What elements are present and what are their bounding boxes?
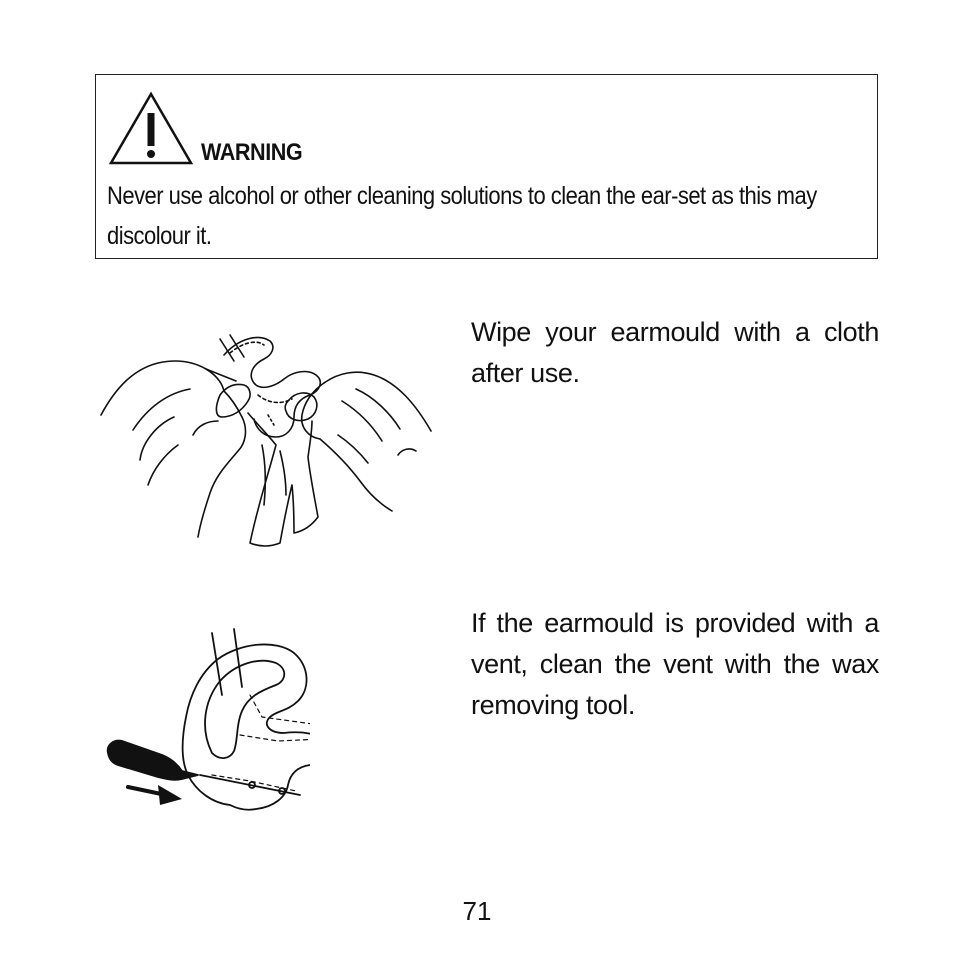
warning-box xyxy=(95,74,878,259)
warning-title: WARNING xyxy=(201,139,303,166)
step-2-text: If the earmould is provided with a vent, clean the vent with the wax removing tool. xyxy=(471,608,879,720)
warning-triangle-icon xyxy=(108,91,194,166)
page-number: 71 xyxy=(462,896,492,926)
wax-tool-cleaning-vent-illustration xyxy=(100,625,310,815)
step-1-text: Wipe your earmould with a cloth after use. xyxy=(471,317,879,388)
hands-wiping-earmould-illustration xyxy=(98,325,434,553)
warning-text: Never use alcohol or other cleaning solutions to clean the ear-set as this may discolour it. xyxy=(107,182,817,250)
